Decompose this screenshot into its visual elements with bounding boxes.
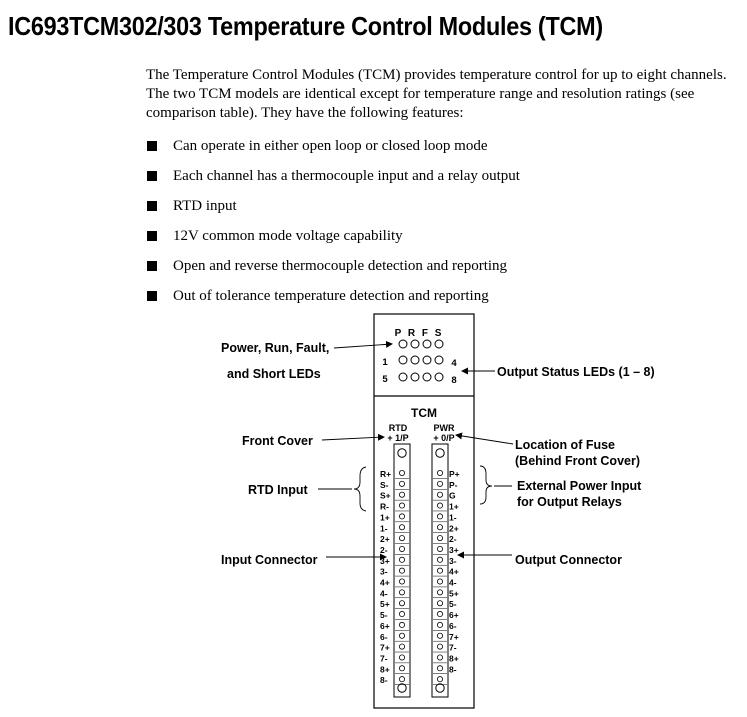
callout-output-relays: for Output Relays (517, 495, 622, 509)
module-name: TCM (411, 406, 437, 420)
led-output-5-icon (399, 373, 407, 381)
led-row1-right: 4 (451, 358, 457, 369)
terminal-screw-icon (399, 677, 404, 682)
terminal-screw-icon (437, 590, 442, 595)
pwr-polarity-label: + 0/P (433, 433, 455, 443)
terminal-screw-icon (399, 492, 404, 497)
input-pin-label: 3- (380, 566, 388, 577)
terminal-screw-icon (399, 579, 404, 584)
terminal-screw-icon (399, 622, 404, 627)
output-pin-label: 1+ (449, 501, 459, 512)
terminal-screw-icon (437, 579, 442, 584)
callout-power-run-fault: Power, Run, Fault, (221, 341, 330, 355)
output-pin-label: 4- (449, 577, 457, 588)
input-pin-label: 7+ (380, 642, 390, 653)
led-fault-icon (423, 340, 431, 348)
output-pin-label: 6- (449, 620, 457, 631)
output-pin-label: 7+ (449, 631, 459, 642)
led-power-icon (399, 340, 407, 348)
input-pin-label: 1+ (380, 512, 390, 523)
led-row1-left: 1 (382, 357, 388, 368)
terminal-screw-icon (437, 601, 442, 606)
led-header: P R F S (394, 328, 444, 339)
input-pin-label: R+ (380, 469, 392, 479)
terminal-screw-icon (437, 677, 442, 682)
input-pin-label: 5+ (380, 599, 390, 610)
callout-output-status-leds: Output Status LEDs (1 – 8) (497, 365, 655, 379)
output-pin-label: G (449, 490, 456, 501)
terminal-screw-icon (399, 546, 404, 551)
led-output-3-icon (423, 356, 431, 364)
output-pin-label: P- (449, 479, 458, 490)
terminal-screw-icon (437, 666, 442, 671)
feature-text: Open and reverse thermocouple detection and reporting (173, 258, 508, 274)
terminal-screw-icon (437, 622, 442, 627)
terminal-screw-icon (437, 503, 442, 508)
pwr-column-label: PWR (433, 423, 455, 433)
terminal-screw-icon (437, 568, 442, 573)
led-row2-right: 8 (451, 375, 457, 386)
led-output-2-icon (411, 356, 419, 364)
output-pin-label: 2- (449, 534, 457, 545)
terminal-screw-icon (437, 470, 442, 475)
input-pin-label: 7- (380, 653, 388, 664)
intro-paragraph: The Temperature Control Modules (TCM) provides temperature control for up to eight channels. The two TCM models are identical except for temperature range and resolution ratings (see comparison table). They have the following features: (146, 67, 727, 121)
output-pin-label: 3- (449, 555, 457, 566)
input-strip-bottom-screw-icon (398, 684, 406, 692)
output-pin-label: 7- (449, 642, 457, 653)
terminal-screw-icon (399, 470, 404, 475)
input-pin-label: 5- (380, 610, 388, 621)
input-strip-top-screw-icon (398, 449, 406, 457)
callout-front-cover: Front Cover (242, 434, 313, 448)
rtd-polarity-label: + 1/P (387, 433, 409, 443)
input-pin-label: 1- (380, 523, 388, 534)
terminal-screw-icon (399, 481, 404, 486)
terminal-screw-icon (399, 525, 404, 530)
terminal-screw-icon (399, 601, 404, 606)
output-pin-label: 5- (449, 599, 457, 610)
terminal-screw-icon (437, 481, 442, 486)
feature-text: Can operate in either open loop or closed loop mode (173, 138, 488, 154)
terminal-screw-icon (399, 503, 404, 508)
input-pin-label: 2- (380, 544, 388, 555)
terminal-screw-icon (399, 655, 404, 660)
callout-fuse-note: (Behind Front Cover) (515, 454, 640, 468)
terminal-screw-icon (437, 536, 442, 541)
terminal-screw-icon (437, 525, 442, 530)
input-pin-label: 2+ (380, 534, 390, 545)
input-pin-label: 8- (380, 675, 388, 686)
output-pin-label: 8- (449, 664, 457, 675)
terminal-screw-icon (437, 655, 442, 660)
led-output-7-icon (423, 373, 431, 381)
callout-fuse-location: Location of Fuse (515, 438, 615, 452)
output-pin-label: 6+ (449, 610, 459, 621)
output-pin-label: 3+ (449, 544, 459, 555)
output-pin-label: P+ (449, 469, 460, 479)
terminal-screw-icon (399, 633, 404, 638)
input-pin-label: 6+ (380, 620, 390, 631)
input-pin-label: 8+ (380, 664, 390, 675)
input-pin-label: 4+ (380, 577, 390, 588)
input-pin-label: S+ (380, 490, 391, 501)
input-pin-label: R- (380, 501, 389, 512)
callout-input-connector: Input Connector (221, 553, 318, 567)
page-title: IC693TCM302/303 Temperature Control Modules (TCM) (8, 11, 603, 41)
terminal-screw-icon (437, 644, 442, 649)
terminal-screw-icon (399, 514, 404, 519)
led-output-1-icon (399, 356, 407, 364)
output-strip-top-screw-icon (436, 449, 444, 457)
feature-text: Each channel has a thermocouple input and a relay output (173, 168, 520, 184)
input-pin-label: 3+ (380, 555, 390, 566)
terminal-screw-icon (437, 557, 442, 562)
terminal-screw-icon (437, 611, 442, 616)
terminal-screw-icon (437, 492, 442, 497)
feature-text: Out of tolerance temperature detection and reporting (173, 288, 489, 304)
terminal-screw-icon (399, 666, 404, 671)
terminal-screw-icon (437, 633, 442, 638)
output-pin-label: 2+ (449, 523, 459, 534)
terminal-screw-icon (437, 546, 442, 551)
terminal-screw-icon (399, 557, 404, 562)
terminal-screw-icon (399, 590, 404, 595)
rtd-input-bracket (354, 467, 366, 511)
led-short-icon (435, 340, 443, 348)
external-power-bracket (480, 466, 492, 504)
output-pin-label: 4+ (449, 566, 459, 577)
input-pin-label: 4- (380, 588, 388, 599)
output-pin-label: 1- (449, 512, 457, 523)
output-pin-label: 5+ (449, 588, 459, 599)
led-row2-left: 5 (382, 374, 388, 385)
led-run-icon (411, 340, 419, 348)
terminal-screw-icon (399, 611, 404, 616)
terminal-screw-icon (399, 536, 404, 541)
input-pin-label: 6- (380, 631, 388, 642)
output-strip-bottom-screw-icon (436, 684, 444, 692)
led-output-8-icon (435, 373, 443, 381)
output-pin-label: 8+ (449, 653, 459, 664)
input-pin-label: S- (380, 479, 389, 490)
led-output-6-icon (411, 373, 419, 381)
terminal-screw-icon (399, 568, 404, 573)
callout-and-short-leds: and Short LEDs (227, 367, 321, 381)
led-output-4-icon (435, 356, 443, 364)
rtd-column-label: RTD (388, 423, 408, 433)
callout-rtd-input: RTD Input (248, 483, 308, 497)
feature-text: RTD input (173, 198, 237, 214)
callout-external-power: External Power Input (517, 479, 642, 493)
feature-text: 12V common mode voltage capability (173, 228, 403, 244)
callout-output-connector: Output Connector (515, 553, 622, 567)
terminal-screw-icon (399, 644, 404, 649)
terminal-screw-icon (437, 514, 442, 519)
